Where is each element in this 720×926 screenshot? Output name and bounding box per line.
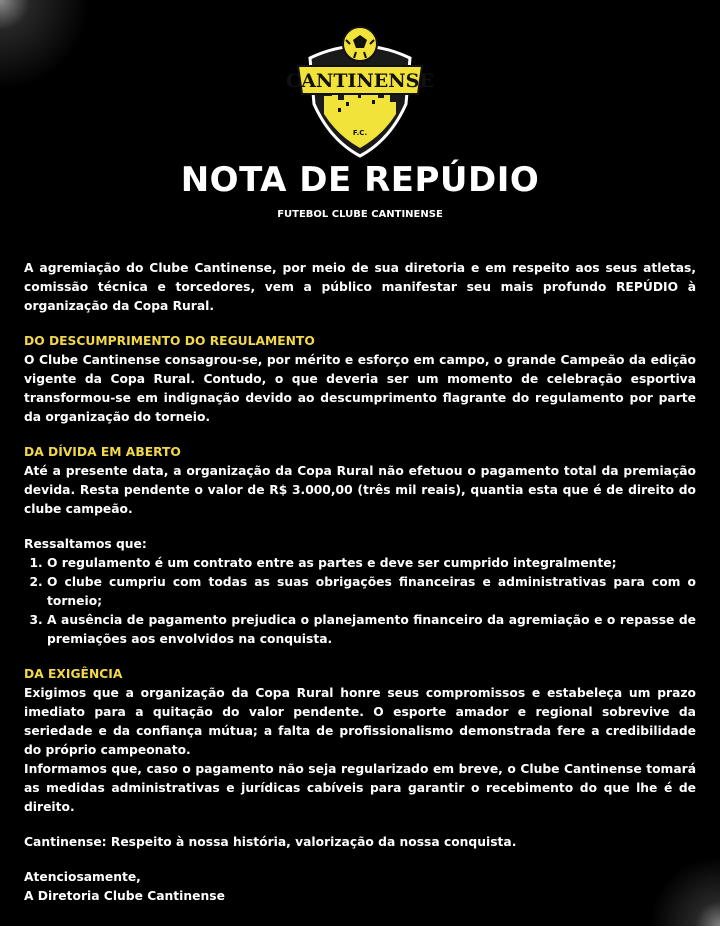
section-body-regulamento: O Clube Cantinense consagrou-se, por mérito e esforço em campo, o grande Campeão da edição vigente da Copa Rural. Contudo, o que deveria ser um momento de celebração esportiva transformou-se em indignação devido ao descumprimento flagrante do regulamento por parte da organização do torneio. bbox=[24, 353, 696, 424]
page-title: NOTA DE REPÚDIO bbox=[180, 160, 540, 200]
intro-paragraph: A agremiação do Clube Cantinense, por meio de sua diretoria e em respeito aos seus atletas, comissão técnica e torcedores, vem a público manifestar seu mais profundo REPÚDIO à organização da Copa Rural. bbox=[24, 261, 696, 313]
closing-signature: A Diretoria Clube Cantinense bbox=[24, 889, 225, 903]
section-body-exigencia-2: Informamos que, caso o pagamento não seja regularizado em breve, o Clube Cantinense tomará as medidas administrativas e jurídicas cabíveis para garantir o recebimento do que lhe é de direito. bbox=[24, 762, 696, 814]
ressaltamos-lead: Ressaltamos que: bbox=[24, 537, 147, 551]
closing-signoff: Atenciosamente, bbox=[24, 870, 141, 884]
list-item: 1. O regulamento é um contrato entre as partes e deve ser cumprido integralmente; bbox=[47, 554, 696, 573]
section-heading-regulamento: DO DESCUMPRIMENTO DO REGULAMENTO bbox=[24, 334, 315, 348]
page-subtitle: FUTEBOL CLUBE CANTINENSE bbox=[277, 209, 443, 220]
crest-fc: F.C. bbox=[352, 129, 368, 137]
closing-motto: Cantinense: Respeito à nossa história, valorização da nossa conquista. bbox=[24, 835, 517, 849]
section-heading-exigencia: DA EXIGÊNCIA bbox=[24, 667, 123, 681]
club-crest-graphic bbox=[286, 22, 434, 158]
section-heading-divida: DA DÍVIDA EM ABERTO bbox=[24, 445, 181, 459]
list-item: 2. O clube cumpriu com todas as suas obrigações financeiras e administrativas para com o torneio; bbox=[47, 573, 696, 611]
club-crest bbox=[0, 22, 720, 158]
section-body-exigencia: Exigimos que a organização da Copa Rural honre seus compromissos e estabeleça um prazo imediato para a quitação do valor pendente. O esporte amador e regional sobrevive da seriedade e da confiança mútua; a falta de profissionalismo demonstrada fere a credibilidade do próprio campeonato. bbox=[24, 686, 696, 757]
list-item: 3. A ausência de pagamento prejudica o planejamento financeiro da agremiação e o repasse de premiações aos envolvidos na conquista. bbox=[47, 611, 696, 649]
ressaltamos-list bbox=[24, 554, 696, 649]
crest-name: CANTINENSE bbox=[286, 70, 434, 92]
section-body-divida: Até a presente data, a organização da Copa Rural não efetuou o pagamento total da premiação devida. Resta pendente o valor de R$ 3.000,00 (três mil reais), quantia esta que é de direito do clube campeão. bbox=[24, 464, 696, 516]
note-body bbox=[24, 259, 696, 906]
